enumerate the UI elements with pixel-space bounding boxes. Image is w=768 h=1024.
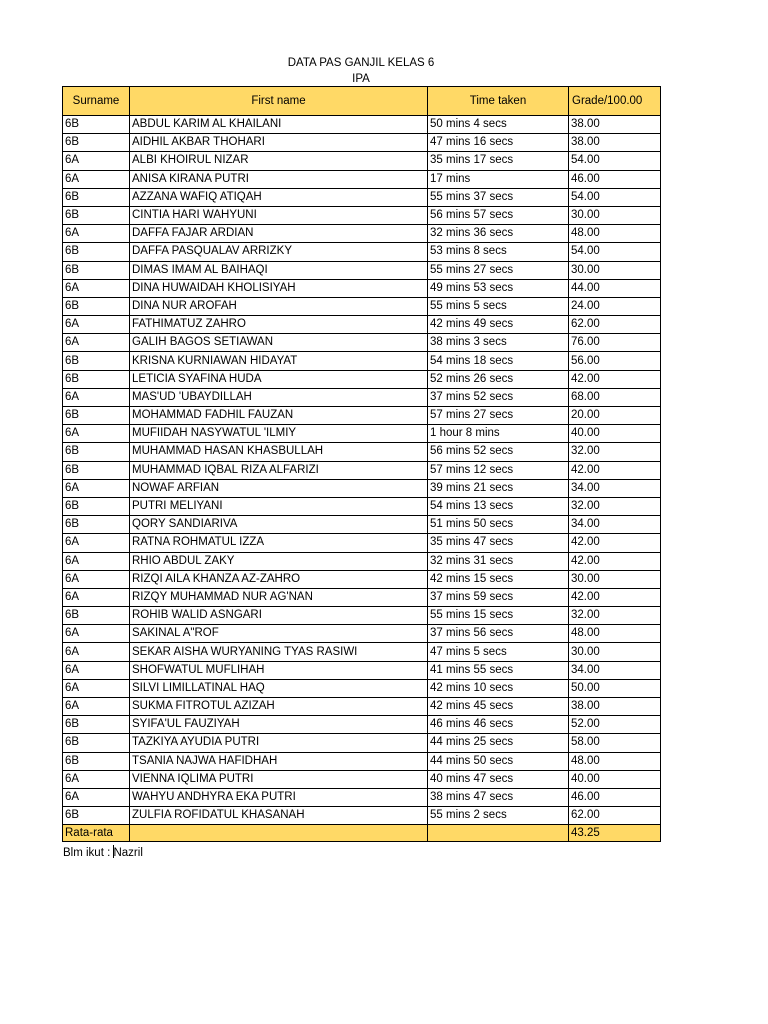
table-row (63, 807, 661, 825)
cell-first-name[interactable]: GALIH BAGOS SETIAWAN (130, 334, 428, 352)
grades-table (62, 86, 661, 842)
table-row (63, 698, 661, 716)
header-surname[interactable]: Surname (63, 87, 130, 116)
table-row (63, 388, 661, 406)
cell-first-name[interactable]: SYIFA'UL FAUZIYAH (130, 716, 428, 734)
cell-grade[interactable]: 30.00 (569, 643, 661, 661)
cell-grade[interactable]: 42.00 (569, 461, 661, 479)
cell-first-name[interactable]: DAFFA PASQUALAV ARRIZKY (130, 243, 428, 261)
cell-surname[interactable]: 6A (63, 570, 130, 588)
table-row (63, 443, 661, 461)
cell-time-taken[interactable]: 42 mins 49 secs (428, 316, 569, 334)
cell-first-name[interactable]: ALBI KHOIRUL NIZAR (130, 152, 428, 170)
cell-first-name[interactable]: FATHIMATUZ ZAHRO (130, 316, 428, 334)
cell-surname[interactable]: 6B (63, 497, 130, 515)
cell-surname[interactable]: 6A (63, 643, 130, 661)
cell-time-taken[interactable]: 55 mins 2 secs (428, 807, 569, 825)
cell-time-taken[interactable]: 52 mins 26 secs (428, 370, 569, 388)
table-row (63, 516, 661, 534)
table-row (63, 497, 661, 515)
cell-first-name[interactable]: MUHAMMAD IQBAL RIZA ALFARIZI (130, 461, 428, 479)
cell-time-taken[interactable]: 37 mins 56 secs (428, 625, 569, 643)
cell-surname[interactable]: 6A (63, 534, 130, 552)
cell-time-taken[interactable]: 41 mins 55 secs (428, 661, 569, 679)
average-empty-cell[interactable] (428, 825, 569, 842)
cell-time-taken[interactable]: 38 mins 47 secs (428, 788, 569, 806)
cell-grade[interactable]: 38.00 (569, 698, 661, 716)
cell-surname[interactable]: 6A (63, 552, 130, 570)
cell-surname[interactable]: 6B (63, 352, 130, 370)
cell-surname[interactable]: 6B (63, 443, 130, 461)
cell-first-name[interactable]: TAZKIYA AYUDIA PUTRI (130, 734, 428, 752)
cell-surname[interactable]: 6A (63, 225, 130, 243)
cell-grade[interactable]: 42.00 (569, 534, 661, 552)
cell-time-taken[interactable]: 42 mins 15 secs (428, 570, 569, 588)
cell-surname[interactable]: 6A (63, 152, 130, 170)
cell-grade[interactable]: 62.00 (569, 316, 661, 334)
table-row (63, 479, 661, 497)
cell-time-taken[interactable]: 55 mins 37 secs (428, 188, 569, 206)
cell-grade[interactable]: 62.00 (569, 807, 661, 825)
header-time-taken[interactable]: Time taken (428, 87, 569, 116)
cell-surname[interactable]: 6B (63, 297, 130, 315)
cell-time-taken[interactable]: 56 mins 57 secs (428, 206, 569, 224)
cell-first-name[interactable]: QORY SANDIARIVA (130, 516, 428, 534)
cell-surname[interactable]: 6B (63, 134, 130, 152)
cell-grade[interactable]: 40.00 (569, 425, 661, 443)
table-row (63, 570, 661, 588)
cell-first-name[interactable]: KRISNA KURNIAWAN HIDAYAT (130, 352, 428, 370)
cell-time-taken[interactable]: 35 mins 47 secs (428, 534, 569, 552)
cell-grade[interactable]: 32.00 (569, 497, 661, 515)
cell-grade[interactable]: 54.00 (569, 152, 661, 170)
cell-time-taken[interactable]: 50 mins 4 secs (428, 116, 569, 134)
cell-time-taken[interactable]: 49 mins 53 secs (428, 279, 569, 297)
cell-grade[interactable]: 54.00 (569, 243, 661, 261)
cell-grade[interactable]: 58.00 (569, 734, 661, 752)
cell-first-name[interactable]: ABDUL KARIM AL KHAILANI (130, 116, 428, 134)
cell-grade[interactable]: 32.00 (569, 443, 661, 461)
table-row (63, 588, 661, 606)
cell-grade[interactable]: 24.00 (569, 297, 661, 315)
cell-time-taken[interactable]: 57 mins 12 secs (428, 461, 569, 479)
cell-first-name[interactable]: AZZANA WAFIQ ATIQAH (130, 188, 428, 206)
cell-first-name[interactable]: DINA HUWAIDAH KHOLISIYAH (130, 279, 428, 297)
cell-first-name[interactable]: MUFIIDAH NASYWATUL 'ILMIY (130, 425, 428, 443)
cell-time-taken[interactable]: 35 mins 17 secs (428, 152, 569, 170)
table-row (63, 134, 661, 152)
cell-first-name[interactable]: RIZQY MUHAMMAD NUR AG'NAN (130, 588, 428, 606)
cell-time-taken[interactable]: 57 mins 27 secs (428, 407, 569, 425)
cell-grade[interactable]: 34.00 (569, 479, 661, 497)
cell-surname[interactable]: 6A (63, 679, 130, 697)
cell-surname[interactable]: 6B (63, 206, 130, 224)
cell-surname[interactable]: 6B (63, 261, 130, 279)
cell-grade[interactable]: 48.00 (569, 625, 661, 643)
cell-time-taken[interactable]: 51 mins 50 secs (428, 516, 569, 534)
table-row (63, 243, 661, 261)
cell-grade[interactable]: 38.00 (569, 134, 661, 152)
cell-surname[interactable]: 6A (63, 316, 130, 334)
cell-first-name[interactable]: SUKMA FITROTUL AZIZAH (130, 698, 428, 716)
cell-surname[interactable]: 6A (63, 388, 130, 406)
cell-first-name[interactable]: DINA NUR AROFAH (130, 297, 428, 315)
table-row (63, 625, 661, 643)
table-row (63, 297, 661, 315)
table-row (63, 788, 661, 806)
cell-surname[interactable]: 6A (63, 588, 130, 606)
cell-time-taken[interactable]: 56 mins 52 secs (428, 443, 569, 461)
table-row (63, 206, 661, 224)
cell-grade[interactable]: 30.00 (569, 206, 661, 224)
cell-time-taken[interactable]: 55 mins 5 secs (428, 297, 569, 315)
cell-grade[interactable]: 52.00 (569, 716, 661, 734)
cell-grade[interactable]: 48.00 (569, 752, 661, 770)
cell-time-taken[interactable]: 54 mins 18 secs (428, 352, 569, 370)
table-row (63, 279, 661, 297)
table-body (63, 116, 661, 825)
cell-first-name[interactable]: ZULFIA ROFIDATUL KHASANAH (130, 807, 428, 825)
header-grade[interactable]: Grade/100.00 (569, 87, 661, 116)
cell-grade[interactable]: 54.00 (569, 188, 661, 206)
cell-grade[interactable]: 56.00 (569, 352, 661, 370)
cell-first-name[interactable]: AIDHIL AKBAR THOHARI (130, 134, 428, 152)
cell-time-taken[interactable]: 39 mins 21 secs (428, 479, 569, 497)
average-row (63, 825, 661, 842)
cell-time-taken[interactable]: 17 mins (428, 170, 569, 188)
table-row (63, 370, 661, 388)
table-row (63, 716, 661, 734)
table-row (63, 607, 661, 625)
cell-time-taken[interactable]: 38 mins 3 secs (428, 334, 569, 352)
cell-first-name[interactable]: WAHYU ANDHYRA EKA PUTRI (130, 788, 428, 806)
table-row (63, 461, 661, 479)
cell-first-name[interactable]: RATNA ROHMATUL IZZA (130, 534, 428, 552)
cell-surname[interactable]: 6A (63, 170, 130, 188)
cell-first-name[interactable]: VIENNA IQLIMA PUTRI (130, 770, 428, 788)
cell-surname[interactable]: 6A (63, 625, 130, 643)
sheet-subtitle: IPA (352, 73, 370, 85)
average-empty-cell[interactable] (130, 825, 428, 842)
table-row (63, 679, 661, 697)
table-row (63, 425, 661, 443)
cell-grade[interactable]: 34.00 (569, 661, 661, 679)
cell-first-name[interactable]: SILVI LIMILLATINAL HAQ (130, 679, 428, 697)
cell-grade[interactable]: 42.00 (569, 370, 661, 388)
cell-grade[interactable]: 40.00 (569, 770, 661, 788)
table-row (63, 407, 661, 425)
cell-first-name[interactable]: SHOFWATUL MUFLIHAH (130, 661, 428, 679)
cell-surname[interactable]: 6A (63, 788, 130, 806)
cell-grade[interactable]: 34.00 (569, 516, 661, 534)
cell-first-name[interactable]: PUTRI MELIYANI (130, 497, 428, 515)
cell-time-taken[interactable]: 46 mins 46 secs (428, 716, 569, 734)
cell-surname[interactable]: 6B (63, 516, 130, 534)
cell-surname[interactable]: 6B (63, 116, 130, 134)
cell-time-taken[interactable]: 40 mins 47 secs (428, 770, 569, 788)
cell-surname[interactable]: 6B (63, 370, 130, 388)
cell-time-taken[interactable]: 37 mins 52 secs (428, 388, 569, 406)
cell-surname[interactable]: 6B (63, 243, 130, 261)
cell-surname[interactable]: 6B (63, 461, 130, 479)
table-row (63, 534, 661, 552)
cell-grade[interactable]: 30.00 (569, 261, 661, 279)
table-row (63, 152, 661, 170)
cell-first-name[interactable]: ANISA KIRANA PUTRI (130, 170, 428, 188)
cell-time-taken[interactable]: 47 mins 5 secs (428, 643, 569, 661)
cell-time-taken[interactable]: 44 mins 25 secs (428, 734, 569, 752)
cell-first-name[interactable]: CINTIA HARI WAHYUNI (130, 206, 428, 224)
cell-time-taken[interactable]: 54 mins 13 secs (428, 497, 569, 515)
cell-grade[interactable]: 42.00 (569, 588, 661, 606)
cell-time-taken[interactable]: 37 mins 59 secs (428, 588, 569, 606)
cell-surname[interactable]: 6A (63, 425, 130, 443)
cell-surname[interactable]: 6B (63, 407, 130, 425)
table-row (63, 643, 661, 661)
table-row (63, 170, 661, 188)
cell-time-taken[interactable]: 47 mins 16 secs (428, 134, 569, 152)
table-row (63, 352, 661, 370)
cell-first-name[interactable]: ROHIB WALID ASNGARI (130, 607, 428, 625)
cell-grade[interactable]: 50.00 (569, 679, 661, 697)
cell-first-name[interactable]: MAS'UD 'UBAYDILLAH (130, 388, 428, 406)
cell-surname[interactable]: 6A (63, 698, 130, 716)
table-row (63, 734, 661, 752)
cell-surname[interactable]: 6B (63, 607, 130, 625)
table-row (63, 116, 661, 134)
cell-grade[interactable]: 44.00 (569, 279, 661, 297)
cell-surname[interactable]: 6A (63, 770, 130, 788)
table-row (63, 661, 661, 679)
cell-time-taken[interactable]: 42 mins 10 secs (428, 679, 569, 697)
cell-first-name[interactable]: DAFFA FAJAR ARDIAN (130, 225, 428, 243)
cell-first-name[interactable]: LETICIA SYAFINA HUDA (130, 370, 428, 388)
cell-first-name[interactable]: SEKAR AISHA WURYANING TYAS RASIWI (130, 643, 428, 661)
cell-time-taken[interactable]: 1 hour 8 mins (428, 425, 569, 443)
cell-first-name[interactable]: RIZQI AILA KHANZA AZ-ZAHRO (130, 570, 428, 588)
cell-first-name[interactable]: MUHAMMAD HASAN KHASBULLAH (130, 443, 428, 461)
cell-first-name[interactable]: SAKINAL A"ROF (130, 625, 428, 643)
cell-time-taken[interactable]: 32 mins 31 secs (428, 552, 569, 570)
cell-grade[interactable]: 42.00 (569, 552, 661, 570)
table-row (63, 225, 661, 243)
cell-grade[interactable]: 32.00 (569, 607, 661, 625)
cell-surname[interactable]: 6A (63, 479, 130, 497)
cell-surname[interactable]: 6B (63, 188, 130, 206)
header-first-name[interactable]: First name (130, 87, 428, 116)
header-row (63, 87, 661, 116)
cell-grade[interactable]: 48.00 (569, 225, 661, 243)
cell-first-name[interactable]: RHIO ABDUL ZAKY (130, 552, 428, 570)
cell-surname[interactable]: 6A (63, 279, 130, 297)
cell-time-taken[interactable]: 55 mins 27 secs (428, 261, 569, 279)
cell-grade[interactable]: 38.00 (569, 116, 661, 134)
cell-first-name[interactable]: NOWAF ARFIAN (130, 479, 428, 497)
cell-surname[interactable]: 6B (63, 752, 130, 770)
average-value[interactable]: 43.25 (569, 825, 661, 842)
note-absent-name: Nazril (113, 847, 143, 859)
cell-first-name[interactable]: MOHAMMAD FADHIL FAUZAN (130, 407, 428, 425)
cell-grade[interactable]: 30.00 (569, 570, 661, 588)
table-row (63, 752, 661, 770)
cell-first-name[interactable]: DIMAS IMAM AL BAIHAQI (130, 261, 428, 279)
cell-grade[interactable]: 76.00 (569, 334, 661, 352)
cell-surname[interactable]: 6B (63, 734, 130, 752)
table-row (63, 334, 661, 352)
cell-first-name[interactable]: TSANIA NAJWA HAFIDHAH (130, 752, 428, 770)
cell-time-taken[interactable]: 42 mins 45 secs (428, 698, 569, 716)
table-row (63, 188, 661, 206)
cell-time-taken[interactable]: 44 mins 50 secs (428, 752, 569, 770)
cell-grade[interactable]: 46.00 (569, 170, 661, 188)
cell-time-taken[interactable]: 32 mins 36 secs (428, 225, 569, 243)
note-prefix: Blm ikut : (63, 847, 114, 859)
cell-grade[interactable]: 46.00 (569, 788, 661, 806)
cell-surname[interactable]: 6B (63, 716, 130, 734)
note-text[interactable] (63, 845, 143, 860)
cell-time-taken[interactable]: 53 mins 8 secs (428, 243, 569, 261)
table-row (63, 261, 661, 279)
average-label[interactable]: Rata-rata (63, 825, 130, 842)
cell-surname[interactable]: 6B (63, 807, 130, 825)
cell-grade[interactable]: 68.00 (569, 388, 661, 406)
cell-time-taken[interactable]: 55 mins 15 secs (428, 607, 569, 625)
cell-grade[interactable]: 20.00 (569, 407, 661, 425)
table-row (63, 770, 661, 788)
table-row (63, 316, 661, 334)
sheet-title: DATA PAS GANJIL KELAS 6 (287, 57, 435, 69)
cell-surname[interactable]: 6A (63, 661, 130, 679)
table-row (63, 552, 661, 570)
cell-surname[interactable]: 6A (63, 334, 130, 352)
